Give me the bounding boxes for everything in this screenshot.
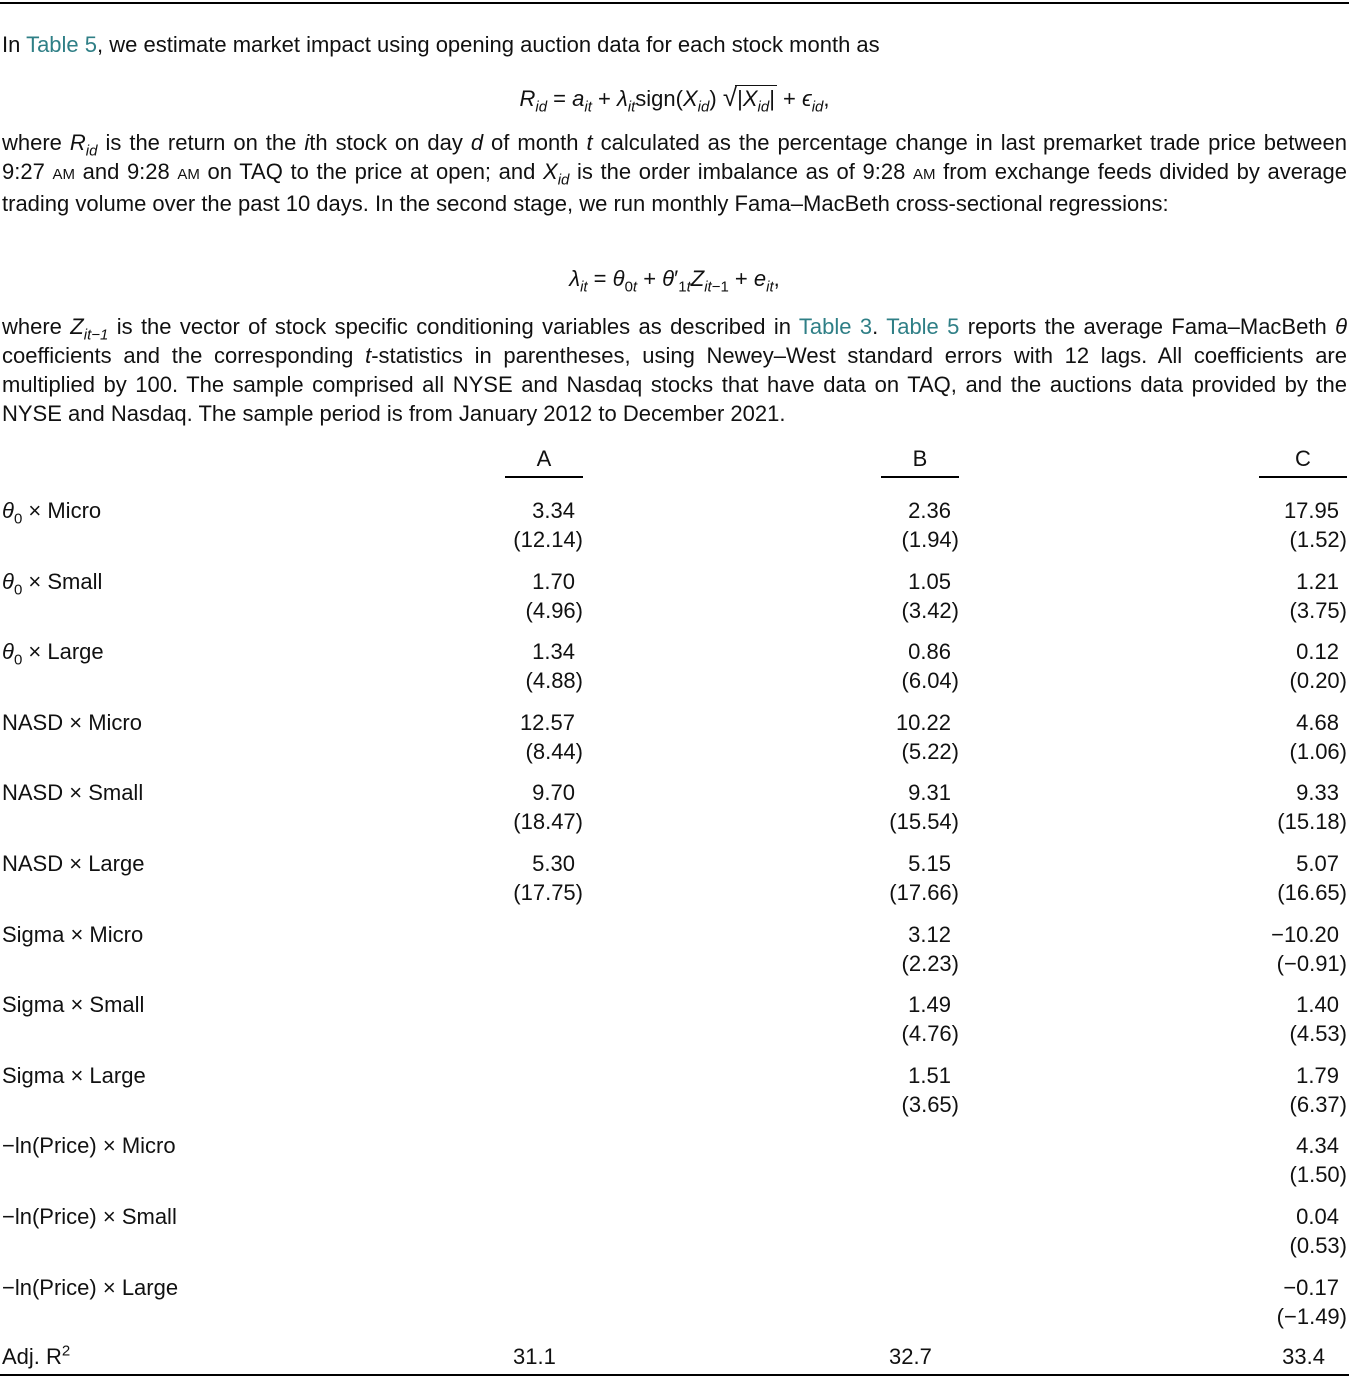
table-cell-c [1290,990,1347,1048]
table-row [0,1202,1349,1262]
text: , we estimate market impact using opening auction data for each stock month as [97,32,880,57]
t-statistic: (3.42) [901,597,959,623]
table-row [0,1131,1349,1191]
coefficient: 4.68 [1296,709,1339,735]
text: . [872,314,887,339]
paragraph-fragment: calculated as the percentage change in last premarket trade price between 9:27 [2,130,1347,184]
t-statistic: (17.66) [889,880,959,905]
paragraph-fragment: AM [52,166,75,183]
table-cell-c [1277,849,1347,907]
table-row [0,567,1349,627]
row-label: Sigma × Small [2,992,145,1018]
coefficient: 0.12 [1296,639,1339,665]
t-statistic: (2.23) [901,950,959,976]
column-header-b [881,446,959,478]
text: t [365,343,372,368]
text: coefficients and the corresponding [2,343,366,368]
column-label: C [1295,446,1311,471]
table-row [0,496,1349,556]
coefficient: 2.36 [908,498,951,523]
table-cell-a [526,567,583,625]
t-statistic: (−0.91) [1276,950,1347,976]
coefficient: 9.33 [1296,780,1339,806]
t-statistic: (8.44) [525,738,583,764]
t-statistic: (12.14) [513,527,583,552]
table-row [0,637,1349,697]
table-row [0,1061,1349,1121]
coefficient: 3.34 [532,498,575,523]
t-statistic: (1.06) [1289,738,1347,764]
coefficient: 1.49 [908,992,951,1018]
row-label: NASD × Small [2,780,144,806]
coefficient: 3.12 [908,921,951,947]
coefficient: 17.95 [1283,498,1339,523]
paragraph-fragment: R [69,130,86,155]
intro-paragraph-3 [2,312,1347,428]
t-statistic: (18.47) [513,809,583,835]
t-statistic: (1.50) [1289,1162,1347,1188]
text: -statistics in parentheses, using Newey–West standard errors with 12 lags. All coefficients are multiplied by 100. The sample comprised all NYSE and Nasdaq stocks that have data on TAQ, and the auctions data provided by the NYSE and Nasdaq. The sample period is from January 2012 to December 2021. [2,343,1347,426]
t-statistic: (0.53) [1289,1233,1347,1258]
adj-r2-c: 33.4 [1282,1344,1325,1369]
row-label: −ln(Price) × Small [2,1204,177,1229]
paragraph-fragment: id [557,171,570,189]
table-cell-c [1290,567,1347,625]
t-statistic: (1.94) [901,527,959,552]
paragraph-fragment: is the order imbalance as of 9:28 [569,159,913,184]
table-row [0,849,1349,909]
table-cell-b [902,567,959,625]
paragraph-fragment: is the return on the [97,130,305,155]
t-statistic: (1.52) [1289,527,1347,552]
coefficient: 0.04 [1296,1204,1339,1229]
coefficient: 1.70 [532,568,575,594]
table-cell-a [513,778,583,836]
coefficient: −10.20 [1271,921,1339,947]
paragraph-fragment: i [304,130,310,155]
row-label: −ln(Price) × Large [2,1274,179,1300]
table-cell-c [1290,708,1347,766]
coefficient: 0.86 [908,639,951,665]
coefficient: 5.30 [532,851,575,876]
table-cell-a [520,708,583,766]
coefficient: 12.57 [519,709,575,735]
column-label: A [536,446,552,471]
table-cell-b [896,708,959,766]
table-row [0,990,1349,1050]
table-5-link[interactable]: Table 5 [26,32,98,57]
t-statistic: (15.18) [1277,809,1347,835]
coefficient: 1.05 [908,568,951,594]
t-statistic: (0.20) [1289,668,1347,694]
text: Adj. R [2,1344,62,1369]
t-statistic: (16.65) [1277,880,1347,905]
row-label: Sigma × Large [2,1062,146,1088]
paragraph-fragment: t [586,130,593,155]
top-rule [0,2,1349,4]
coefficient: 1.79 [1296,1062,1339,1088]
column-header-c [1259,446,1347,478]
row-label: Sigma × Micro [2,921,144,947]
t-statistic: (4.96) [525,597,583,623]
text: where [2,314,71,339]
t-statistic: (6.37) [1289,1091,1347,1117]
t-statistic: (4.76) [901,1021,959,1047]
paragraph-fragment: from exchange feeds divided by average trading volume over the past 10 days. In the second stage, we run monthly Fama–MacBeth cross-sectional regressions: [2,159,1347,216]
coefficient: 1.51 [908,1062,951,1088]
row-label: $\theta_0$ × Small [2,568,103,598]
row-label: $\theta_0$ × Micro [2,498,102,528]
coefficient: 1.40 [1296,992,1339,1018]
row-label: $\theta_0$ × Large [2,639,104,669]
paragraph-fragment: and 9:28 [74,159,178,184]
table-cell-b [902,637,959,695]
column-rule [1259,476,1347,478]
paragraph-fragment: th stock on day [309,130,471,155]
coefficient: 1.34 [532,639,575,665]
paragraph-fragment: d [470,130,484,155]
text: reports the average Fama–MacBeth [959,314,1336,339]
table-row [0,920,1349,980]
table-cell-c [1290,1202,1347,1260]
table-cell-b [889,778,959,836]
equation-2: $\lambda_{it} = \theta_{0t} + \theta'_{1t}Z_{it-1} + e_{it}$, [569,266,780,296]
table-cell-c [1290,637,1347,695]
table-cell-c [1277,778,1347,836]
coefficient: −0.17 [1283,1274,1339,1300]
adj-r2-a: 31.1 [513,1344,556,1369]
table-5-link-2[interactable]: Table 5 [886,314,960,339]
table-cell-c [1277,1273,1347,1331]
intro-paragraph-1 [2,30,1347,59]
table-row [0,778,1349,838]
table-cell-c [1271,920,1347,978]
paragraph-fragment: where [2,130,70,155]
t-statistic: (3.65) [901,1091,959,1117]
t-statistic: (6.04) [901,668,959,694]
table-cell-b [902,990,959,1048]
table-cell-c [1290,1131,1347,1189]
table-cell-a [513,849,583,907]
intro-paragraph-2 [2,128,1347,218]
table-cell-b [902,496,959,554]
coefficient: 5.15 [908,851,951,876]
table-row [0,1273,1349,1333]
t-statistic: (17.75) [513,880,583,905]
text: 2 [61,1342,71,1360]
paragraph-fragment: X [543,159,558,184]
adj-r2-label [2,1342,70,1371]
t-statistic: (3.75) [1289,597,1347,623]
table-cell-a [513,496,583,554]
equation-1: $R_{id} = a_{it}$ + $\lambda_{it}sign(X_{id}) √|X_{id}| + \epsilon_{id}$, [519,82,830,116]
text: θ [1335,314,1347,339]
text: it−1 [83,326,109,344]
t-statistic: (5.22) [901,738,959,764]
column-label: B [912,446,928,471]
t-statistic: (4.53) [1289,1021,1347,1047]
paragraph-fragment: id [85,142,98,160]
coefficient: 1.21 [1296,568,1339,594]
column-rule [505,476,583,478]
coefficient: 4.34 [1296,1133,1339,1159]
t-statistic: (−1.49) [1276,1303,1347,1329]
table-cell-c [1284,496,1347,554]
text: In [2,32,27,57]
row-label: NASD × Large [2,851,145,876]
table-row [0,708,1349,768]
row-label: −ln(Price) × Micro [2,1133,176,1159]
coefficient: 10.22 [895,709,951,735]
table-cell-b [889,849,959,907]
table-cell-c [1290,1061,1347,1119]
paragraph-fragment: of month [483,130,587,155]
coefficient: 9.70 [532,780,575,806]
text: is the vector of stock specific conditioning variables as described in [108,314,799,339]
paragraph-fragment: AM [177,166,200,183]
column-rule [881,476,959,478]
adj-r2-b: 32.7 [889,1344,932,1369]
table-cell-b [902,1061,959,1119]
coefficient: 9.31 [908,780,951,806]
row-label: NASD × Micro [2,709,142,735]
coefficient: 5.07 [1296,851,1339,876]
paragraph-fragment: AM [912,166,936,183]
table-cell-b [902,920,959,978]
column-header-a [505,446,583,478]
t-statistic: (15.54) [889,809,959,835]
bottom-rule [0,1374,1349,1376]
table-3-link[interactable]: Table 3 [798,314,873,339]
text: Z [70,314,84,339]
t-statistic: (4.88) [525,668,583,694]
table-cell-a [526,637,583,695]
paragraph-fragment: on TAQ to the price at open; and [199,159,544,184]
